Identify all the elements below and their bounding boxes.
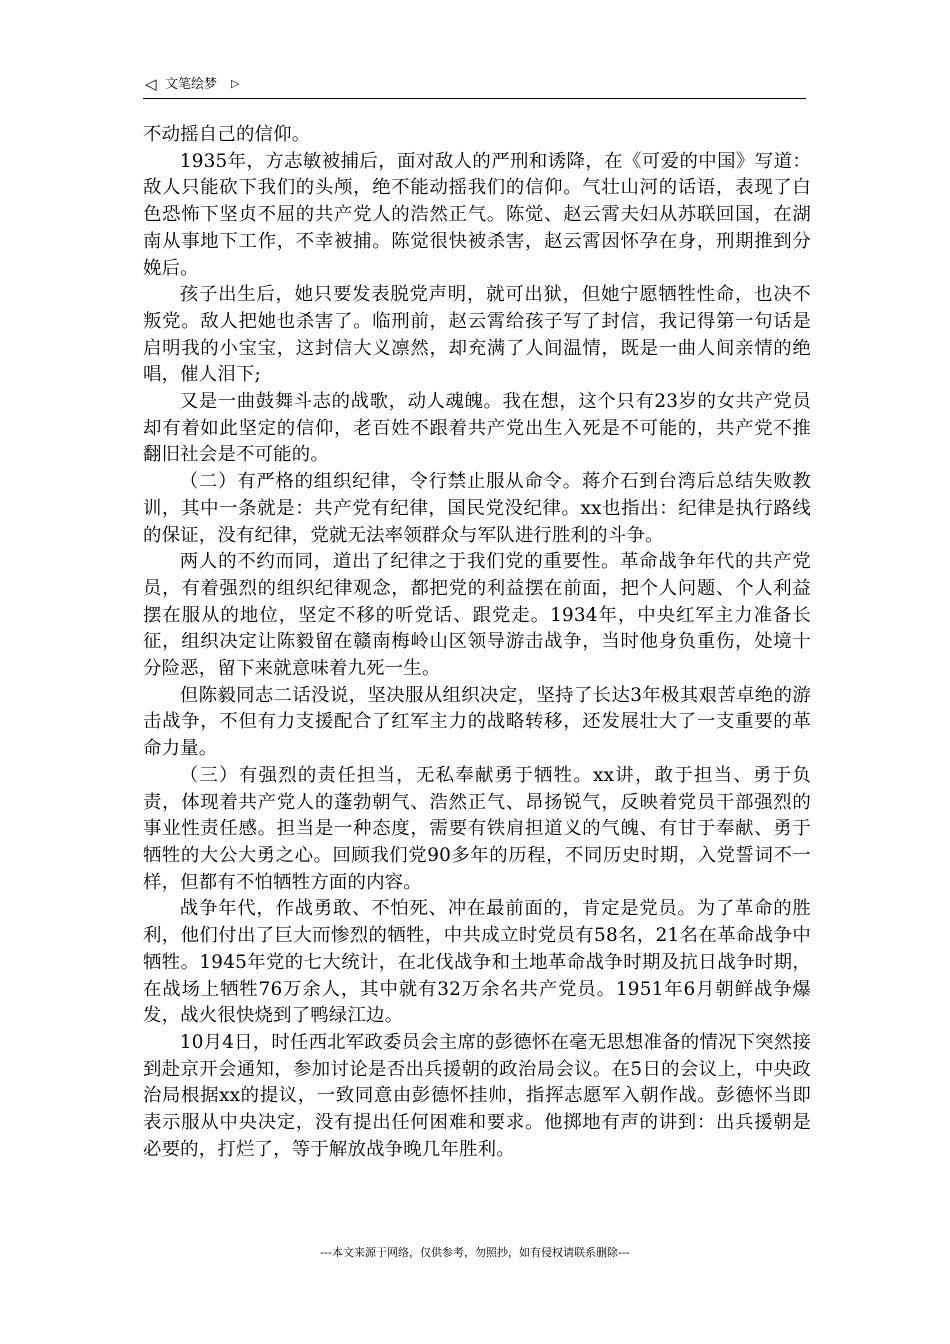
- triangle-left-icon: ◁: [145, 75, 157, 93]
- paragraph-1: 不动摇自己的信仰。: [143, 124, 311, 145]
- triangle-right-icon: ▷: [231, 77, 240, 90]
- header-title: 文笔绘梦: [165, 77, 218, 92]
- paragraph-2: 1935年，方志敏被捕后，面对敌人的严刑和诱降，在《可爱的中国》写道：敌人只能砍下我们的头颅，绝不能动摇我们的信仰。气壮山河的话语，表现了白色恐怖下坚贞不屈的共产党人的浩然正气。陈觉、赵云霄夫妇从苏联回国，在湖南从事地下工作，不幸被捕。陈觉很快被杀害，赵云霄因怀孕在身，刑期推到分娩后。: [143, 150, 811, 279]
- paragraph-6: 两人的不约而同，道出了纪律之于我们党的重要性。革命战争年代的共产党员，有着强烈的组织纪律观念，都把党的利益摆在前面，把个人问题、个人利益摆在服从的地位，坚定不移的听党话、跟党走。1934年，中央红军主力准备长征，组织决定让陈毅留在赣南梅岭山区领导游击战争，当时他身负重伤，处境十分险恶，留下来就意味着九死一生。: [143, 551, 811, 680]
- page-footer: ---本文来源于网络，仅供参考，勿照抄，如有侵权请联系删除---: [320, 1246, 630, 1259]
- paragraph-5: （二）有严格的组织纪律，令行禁止服从命令。蒋介石到台湾后总结失败教训，其中一条就是：共产党有纪律，国民党没纪律。xx也指出：纪律是执行路线的保证，没有纪律，党就无法率领群众与军队进行胜利的斗争。: [143, 471, 811, 546]
- document-body: [143, 122, 811, 1163]
- page-header: [143, 74, 806, 99]
- paragraph-7: 但陈毅同志二话没说，坚决服从组织决定，坚持了长达3年极其艰苦卓绝的游击战争，不但有力支援配合了红军主力的战略转移，还发展壮大了一支重要的革命力量。: [143, 684, 811, 760]
- paragraph-4: 又是一曲鼓舞斗志的战歌，动人魂魄。我在想，这个只有23岁的女共产党员却有着如此坚定的信仰，老百姓不跟着共产党出生入死是不可能的，共产党不推翻旧社会是不可能的。: [143, 391, 811, 466]
- paragraph-8: （三）有强烈的责任担当，无私奉献勇于牺牲。xx讲，敢于担当、勇于负责，体现着共产党人的蓬勃朝气、浩然正气、昂扬锐气，反映着党员干部强烈的事业性责任感。担当是一种态度，需要有铁肩担道义的气魄、有甘于奉献、勇于牺牲的大公大勇之心。回顾我们党90多年的历程，不同历史时期，入党誓词不一样，但都有不怕牺牲方面的内容。: [143, 764, 811, 893]
- paragraph-10: 10月4日，时任西北军政委员会主席的彭德怀在毫无思想准备的情况下突然接到赴京开会通知，参加讨论是否出兵援朝的政治局会议。在5日的会议上，中央政治局根据xx的提议，一致同意由彭德怀挂帅，指挥志愿军入朝作战。彭德怀当即表示服从中央决定，没有提出任何困难和要求。他掷地有声的讲到：出兵援朝是必要的，打烂了，等于解放战争晚几年胜利。: [143, 1031, 811, 1160]
- paragraph-3: 孩子出生后，她只要发表脱党声明，就可出狱，但她宁愿牺牲性命，也决不叛党。敌人把她也杀害了。临刑前，赵云霄给孩子写了封信，我记得第一句话是启明我的小宝宝，这封信大义凛然，却充满了人间温情，既是一曲人间亲情的绝唱，催人泪下;: [143, 284, 811, 386]
- paragraph-9: 战争年代，作战勇敢、不怕死、冲在最前面的，肯定是党员。为了革命的胜利，他们付出了巨大而惨烈的牺牲，中共成立时党员有58名，21名在革命战争中牺牲。1945年党的七大统计，在北伐战争和土地革命战争时期及抗日战争时期，在战场上牺牲76万余人，其中就有32万余名共产党员。1951年6月朝鲜战争爆发，战火很快烧到了鸭绿江边。: [143, 898, 811, 1027]
